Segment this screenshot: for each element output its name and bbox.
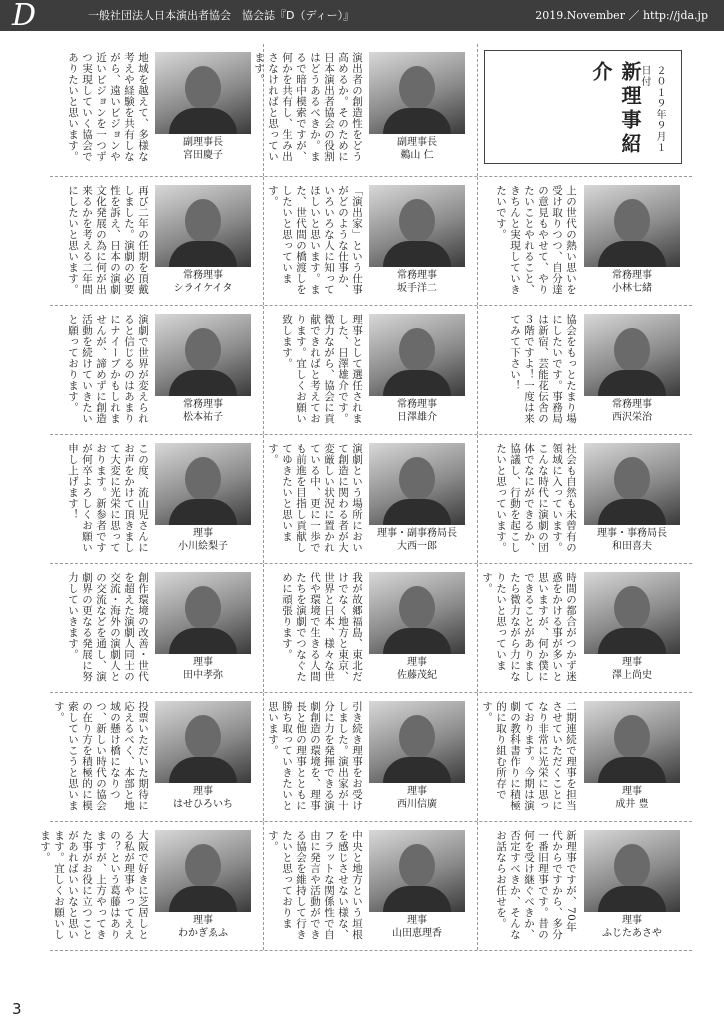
director-role: 理事 (407, 657, 427, 668)
portrait-photo (369, 185, 465, 267)
profile-message: 再び二年の任期を頂戴しました。演劇の必要性を訴え、日本の演劇文化発展の為に何が出来るかを考える二年間にしたいと思います。 (67, 185, 149, 295)
director-profile (264, 306, 478, 434)
director-name: わかぎゑふ (178, 928, 228, 939)
profile-message: 投票いただいた期待に応えるべく、本部と地域の懸け橋になりつつ、新しい時代の協会の在り方を積極的に模索していこうと思います。 (53, 701, 149, 811)
profile-message: 地域を越えて、多様な考えや経験を共有しながら、遠いビジョンや近いビジョンを一つずつ実現していく協会でありたいと思います。 (67, 52, 149, 162)
portrait-photo (155, 701, 251, 783)
director-role: 理事 (622, 786, 642, 797)
profile-caption (584, 527, 680, 553)
director-profile (264, 177, 478, 305)
profile-caption (369, 527, 465, 553)
director-profile (39, 822, 264, 950)
director-role: 理事・事務局長 (597, 528, 667, 539)
director-profile (50, 177, 264, 305)
director-profile (264, 822, 478, 950)
profile-caption (369, 785, 465, 811)
director-profile (50, 435, 264, 563)
director-name: 鵜山 仁 (400, 150, 434, 161)
portrait-photo (584, 314, 680, 396)
profile-message: 協会をもっとたまり場にしたいです。事務局は新宿、芸能花伝舎の３階ですよ！一度は来てみて下さい！ (509, 314, 577, 424)
profile-message: この度、流山児さんにお声をかけて頂きまして大変に光栄に思っております。新参者ですが何卒よろしくお願い申し上げます！ (67, 443, 149, 553)
portrait-photo (369, 314, 465, 396)
title-cell (478, 44, 692, 176)
director-profile (478, 693, 692, 821)
director-profile (478, 822, 692, 950)
director-role: 理事 (622, 915, 642, 926)
director-name: 山田恵理香 (392, 928, 442, 939)
portrait-photo (155, 830, 251, 912)
director-name: 和田喜夫 (612, 541, 652, 552)
portrait-photo (584, 830, 680, 912)
profile-row (50, 177, 692, 306)
director-name: 小川絵梨子 (178, 541, 228, 552)
portrait-photo (584, 443, 680, 525)
director-role: 副理事長 (183, 137, 223, 148)
page-header (0, 0, 724, 31)
director-role: 理事 (193, 915, 213, 926)
director-name: 坂手洋二 (397, 283, 437, 294)
profile-message: 中央と地方という垣根を感じさせない様な、フラットな関係性で自由に発言や活動ができる協会を維持して行きたいと思っております。 (267, 830, 363, 940)
profile-message: 我が故郷福島、東北だけでなく地方と東京、世界と日本、様々な世代や環境で生きる人間たちを演劇でつなぐために頑張ります。 (281, 572, 363, 682)
director-role: 常務理事 (612, 270, 652, 281)
director-name: 田中孝弥 (183, 670, 223, 681)
director-profile (50, 564, 264, 692)
portrait-photo (155, 185, 251, 267)
director-name: 宮田慶子 (183, 150, 223, 161)
profile-caption (155, 269, 251, 295)
director-role: 副理事長 (397, 137, 437, 148)
profile-message: 理事として選任されました、日澤雄介です。微力ながら、協会に貢献できればと考えております。宜しくお願い致します。 (281, 314, 363, 424)
profile-caption (155, 656, 251, 682)
portrait-photo (369, 830, 465, 912)
director-name: 西沢栄治 (612, 412, 652, 423)
publication-title: 一般社団法人日本演出者協会 協会誌『D（ディー）』 (88, 9, 355, 22)
profile-message: 「演出家」という仕事がどのような仕事か、いろいろな人に知ってほしいと思います。また、世代間の橋渡しをしたいと思っています。 (267, 185, 363, 295)
portrait-photo (369, 52, 465, 134)
profile-row (39, 822, 692, 951)
profile-caption (584, 785, 680, 811)
profile-message: 大阪で好きに芝居しとる私が理事やってええの？という葛藤はありますが、上方やってきた事がお役に立つことがあればいいなと思います。宜しくお願いします。 (39, 830, 149, 940)
issue-and-url: 2019.November ／ http://jda.jp (535, 9, 708, 22)
profile-caption (155, 914, 251, 940)
director-name: 佐藤茂紀 (397, 670, 437, 681)
title-box (484, 50, 682, 164)
director-name: はせひろいち (173, 799, 233, 810)
portrait-photo (155, 314, 251, 396)
profile-row (50, 693, 692, 822)
profile-caption (369, 914, 465, 940)
profile-caption (155, 136, 251, 162)
profile-message: 創作環境の改善・世代を超えた演劇人同士の交流・海外の演劇人との交流などを通し、演劇界の更なる発展に努力していきます。 (67, 572, 149, 682)
profile-row (50, 564, 692, 693)
director-role: 理事 (193, 786, 213, 797)
profile-message: 二期連続で理事を担当させていただくことになり非常に光栄に思っております。今期は演劇の教科書作りに積極的に取り組む所存です。 (481, 701, 577, 811)
profile-caption (369, 269, 465, 295)
director-profile (478, 177, 692, 305)
director-profile (264, 693, 478, 821)
profile-caption (155, 398, 251, 424)
profile-row (50, 44, 692, 177)
director-role: 常務理事 (183, 399, 223, 410)
director-role: 常務理事 (397, 270, 437, 281)
director-role: 常務理事 (612, 399, 652, 410)
portrait-photo (584, 185, 680, 267)
magazine-logo: D (12, 0, 37, 33)
profile-message: 時間の都合がつかず迷惑をかける事が多いと思いますが、何か僕にできることがありましたら微力ながら力になりたいと思っています。 (481, 572, 577, 682)
director-name: ふじたあさや (602, 928, 662, 939)
director-name: 小林七緒 (612, 283, 652, 294)
director-profile (264, 435, 478, 563)
profile-message: 演出者の創造性をどう高めるか。そのために日本演出者協会の役割はどうあるべきか。まるで暗中模索ですが、何かを共有し、生み出さなければと思っています。 (253, 52, 363, 162)
director-name: 成井 豊 (615, 799, 649, 810)
directors-grid (39, 44, 692, 951)
portrait-photo (584, 701, 680, 783)
director-profile (478, 306, 692, 434)
effective-date: ２０１９年９月１日付 (639, 65, 665, 153)
director-profile (50, 306, 264, 434)
director-name: 西川信廣 (397, 799, 437, 810)
director-role: 理事 (407, 786, 427, 797)
section-title: 新理事紹介 (589, 61, 642, 157)
profile-row (50, 435, 692, 564)
page-number: 3 (12, 1000, 22, 1018)
director-name: シライケイタ (173, 283, 233, 294)
profile-caption (369, 656, 465, 682)
profile-caption (584, 269, 680, 295)
director-profile (478, 435, 692, 563)
profile-message: 引き続き理事をお受けしました。演出家が十分に力を発揮できる演劇創造の環境を、理事長と他の理事とともに勝ち取っていきたいと思います。 (267, 701, 363, 811)
profile-caption (155, 527, 251, 553)
profile-caption (584, 914, 680, 940)
profile-message: 社会も自然も未曾有の領域に入っています。こんな時代に演劇の団体でなにができるか、協議し、行動を起こしたいと思っています。 (495, 443, 577, 553)
portrait-photo (155, 443, 251, 525)
director-name: 日澤雄介 (397, 412, 437, 423)
profile-message: 新理事ですが、70年代からですから、多分一番旧理事です。昔の何を受け継ぐべきか、否定すべきか、そんなお話ならお任せを。 (495, 830, 577, 940)
director-profile (50, 44, 264, 176)
profile-caption (155, 785, 251, 811)
profile-caption (369, 398, 465, 424)
profile-caption (584, 656, 680, 682)
portrait-photo (369, 701, 465, 783)
director-profile (478, 564, 692, 692)
director-profile (253, 44, 478, 176)
profile-caption (369, 136, 465, 162)
portrait-photo (155, 572, 251, 654)
director-name: 澤上尚史 (612, 670, 652, 681)
profile-caption (584, 398, 680, 424)
director-role: 理事 (622, 657, 642, 668)
director-profile (264, 564, 478, 692)
director-role: 理事 (193, 657, 213, 668)
portrait-photo (369, 443, 465, 525)
director-name: 大西一郎 (397, 541, 437, 552)
director-role: 理事 (193, 528, 213, 539)
profile-message: 演劇という場所において創造に関わる者が大変厳しい状況に置かれている中、更に一歩でも前進を目指し貢献してゆきたいと思います。 (267, 443, 363, 553)
portrait-photo (369, 572, 465, 654)
director-role: 理事・副事務局長 (377, 528, 457, 539)
director-name: 松本祐子 (183, 412, 223, 423)
director-role: 常務理事 (183, 270, 223, 281)
profile-row (50, 306, 692, 435)
portrait-photo (155, 52, 251, 134)
profile-message: 上の世代の熱い思いを受け取りつつ、自分達の意見もやせて、やりたいことやれること、きちんと実現していきたいです。 (495, 185, 577, 295)
director-profile (50, 693, 264, 821)
profile-message: 演劇で世界が変えられると信じるのはあまりにナイーブかもしれませんが、諦めずに創造活動を続けていきたいと願っております。 (67, 314, 149, 424)
director-role: 常務理事 (397, 399, 437, 410)
director-role: 理事 (407, 915, 427, 926)
portrait-photo (584, 572, 680, 654)
